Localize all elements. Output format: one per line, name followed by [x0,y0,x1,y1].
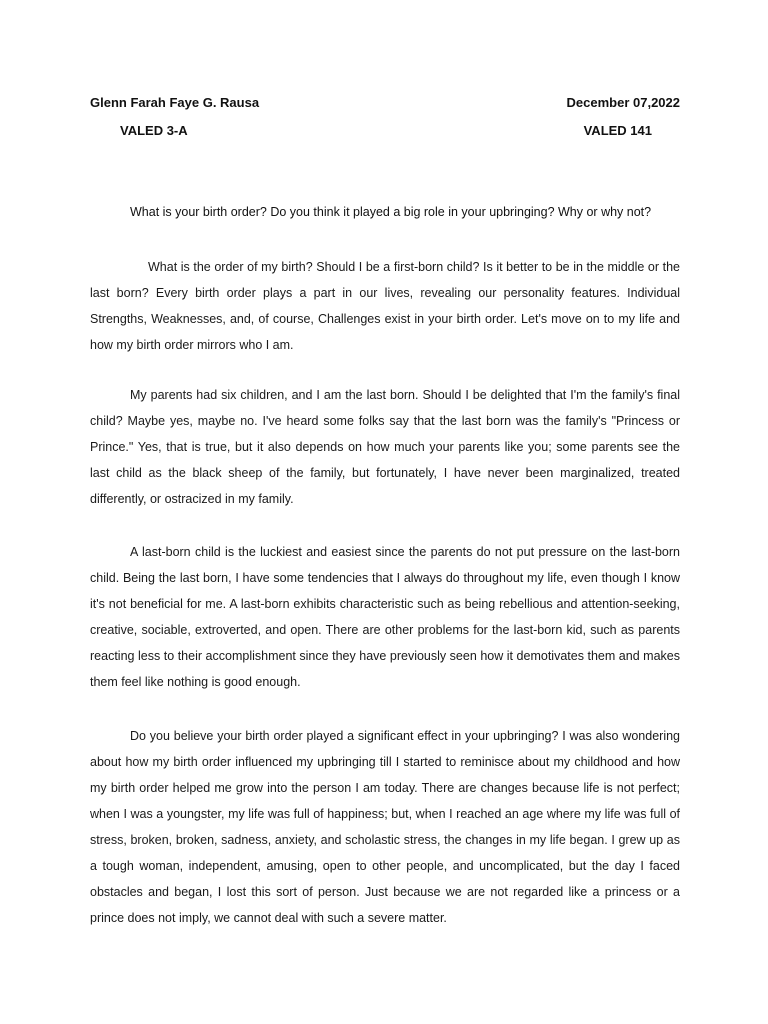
paragraph-text: What is the order of my birth? Should I be a first-born child? Is it better to be in the middle or the last born? Every birth order plays a part in our lives, revealing our personality features. Individual Strengths, Weaknesses, and, of course, Challenges exist in your birth order. Let's move on to my life and how my birth order mirrors who I am. [90,260,680,352]
document-date: December 07,2022 [566,95,680,110]
paragraph-text: Do you believe your birth order played a significant effect in your upbringing? I was also wondering about how my birth order influenced my upbringing till I started to reminisce about my childhood and how my birth order helped me grow into the person I am today. There are changes because life is not perfect; when I was a youngster, my life was full of happiness; but, when I reached an age where my life was full of stress, broken, broken, sadness, anxiety, and scholastic stress, the changes in my life began. I grew up as a tough woman, independent, amusing, open to other people, and uncomplicated, but the day I faced obstacles and began, I lost this sort of person. Just because we are not regarded like a princess or a prince does not imply, we cannot deal with such a severe matter. [90,729,680,925]
course-code: VALED 141 [583,123,652,138]
author-name: Glenn Farah Faye G. Rausa [90,95,260,110]
paragraph-text: A last-born child is the luckiest and easiest since the parents do not put pressure on the last-born child. Being the last born, I have some tendencies that I always do throughout my life, even though I know it's not beneficial for me. A last-born exhibits characteristic such as being rebellious and attention-seeking, creative, sociable, extroverted, and open. There are other problems for the last-born kid, such as parents reacting less to their accomplishment since they have previously seen how it demotivates them and makes them feel like nothing is good enough. [90,545,680,689]
paragraph-3 [90,539,680,695]
essay-question: What is your birth order? Do you think it played a big role in your upbringing? Why or why not? [130,205,652,219]
paragraph-2 [90,382,680,512]
paragraph-4 [90,723,680,931]
paragraph-text: My parents had six children, and I am the last born. Should I be delighted that I'm the family's final child? Maybe yes, maybe no. I've heard some folks say that the last born was the family's "Princess or Prince." Yes, that is true, but it also depends on how much your parents like you; some parents see the last child as the black sheep of the family, but fortunately, I have never been marginalized, treated differently, or ostracized in my family. [90,388,680,506]
paragraph-1 [90,254,680,358]
section-code: VALED 3-A [120,123,188,138]
